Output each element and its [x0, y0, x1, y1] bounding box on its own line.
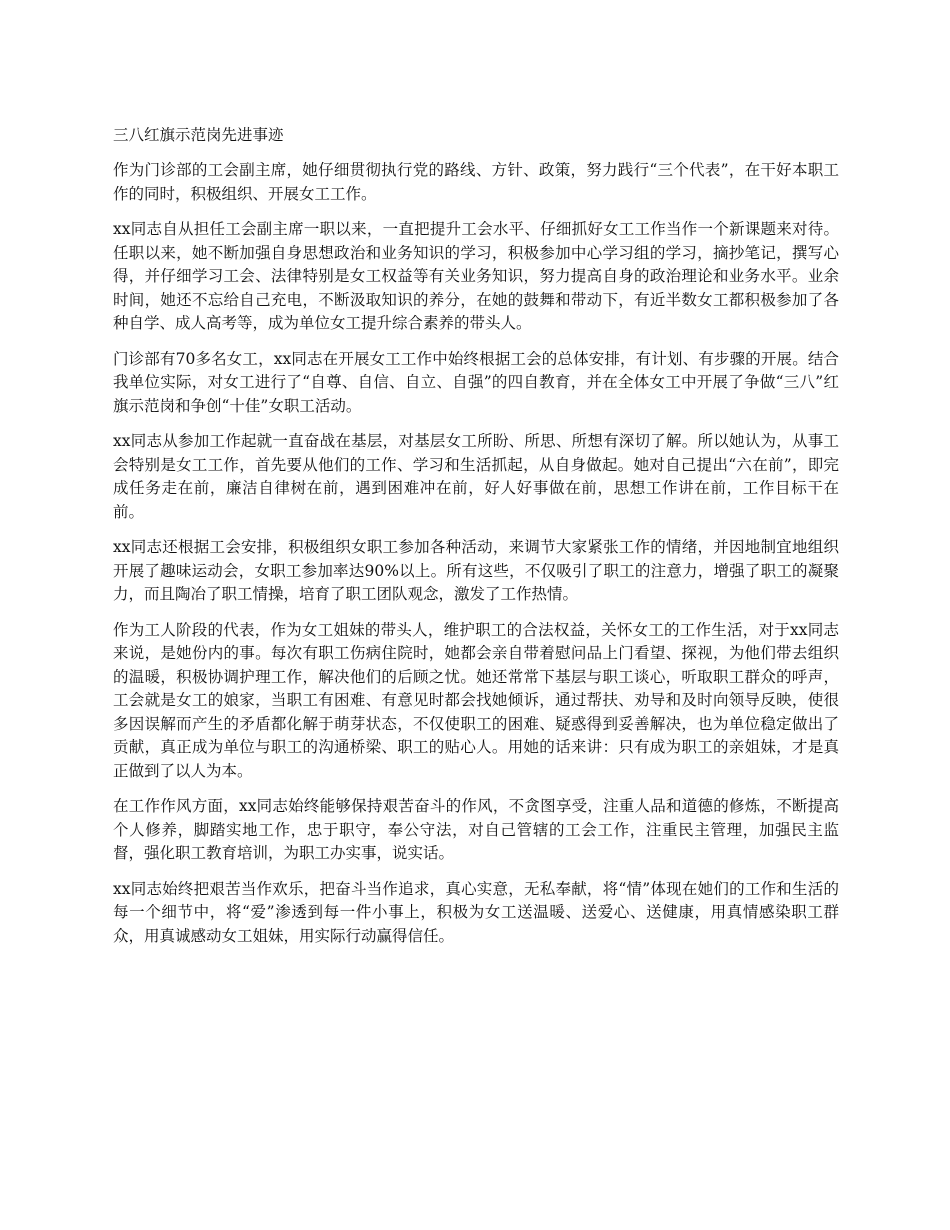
paragraph-5: xx同志还根据工会安排，积极组织女职工参加各种活动，来调节大家紧张工作的情绪，并因地制宜地组织开展了趣味运动会，女职工参加率达90%以上。所有这些，不仅吸引了职工的注意力，增强了职工的凝聚力，而且陶冶了职工情操，培育了职工团队观念，激发了工作热情。: [113, 538, 839, 603]
paragraph-4: xx同志从参加工作起就一直奋战在基层，对基层女工所盼、所思、所想有深切了解。所以她认为，从事工会特别是女工工作，首先要从他们的工作、学习和生活抓起，从自身做起。她对自己提出“六在前”，即完成任务走在前，廉洁自律树在前，遇到困难冲在前，好人好事做在前，思想工作讲在前，工作目标干在前。: [113, 432, 839, 521]
paragraph-3: 门诊部有70多名女工，xx同志在开展女工工作中始终根据工会的总体安排，有计划、有步骤的开展。结合我单位实际，对女工进行了“自尊、自信、自立、自强”的四自教育，并在全体女工中开展了争做“三八”红旗示范岗和争创“十佳”女职工活动。: [113, 349, 839, 415]
document-title: 三八红旗示范岗先进事迹: [113, 126, 284, 144]
paragraph-6: 作为工人阶段的代表，作为女工姐妹的带头人，维护职工的合法权益，关怀女工的工作生活，对于xx同志来说，是她份内的事。每次有职工伤病住院时，她都会亲自带着慰问品上门看望、探视，为他们带去组织的温暖，积极协调护理工作，解决他们的后顾之忧。她还常常下基层与职工谈心，听取职工群众的呼声，工会就是女工的娘家，当职工有困难、有意见时都会找她倾诉，通过帮扶、劝导和及时向领导反映，使很多因误解而产生的矛盾都化解于萌芽状态，不仅使职工的困难、疑惑得到妥善解决，也为单位稳定做出了贡献，真正成为单位与职工的沟通桥梁、职工的贴心人。用她的话来讲：只有成为职工的亲姐妹，才是真正做到了以人为本。: [113, 620, 839, 780]
paragraph-8: xx同志始终把艰苦当作欢乐，把奋斗当作追求，真心实意，无私奉献，将“情”体现在她们的工作和生活的每一个细节中，将“爱”渗透到每一件小事上，积极为女工送温暖、送爱心、送健康，用真情感染职工群众，用真诚感动女工姐妹，用实际行动赢得信任。: [113, 879, 839, 945]
paragraph-2: xx同志自从担任工会副主席一职以来，一直把提升工会水平、仔细抓好女工工作当作一个新课题来对待。任职以来，她不断加强自身思想政治和业务知识的学习，积极参加中心学习组的学习，摘抄笔记，撰写心得，并仔细学习工会、法律特别是女工权益等有关业务知识，努力提高自身的政治理论和业务水平。业余时间，她还不忘给自己充电，不断汲取知识的养分，在她的鼓舞和带动下，有近半数女工都积极参加了各种自学、成人高考等，成为单位女工提升综合素养的带头人。: [113, 220, 839, 332]
paragraph-1: 作为门诊部的工会副主席，她仔细贯彻执行党的路线、方针、政策，努力践行“三个代表”，在干好本职工作的同时，积极组织、开展女工工作。: [113, 161, 839, 203]
document-page: [113, 123, 839, 960]
paragraph-7: 在工作作风方面，xx同志始终能够保持艰苦奋斗的作风，不贪图享受，注重人品和道德的修炼，不断提高个人修养，脚踏实地工作，忠于职守，奉公守法，对自己管辖的工会工作，注重民主管理，加强民主监督，强化职工教育培训，为职工办实事，说实话。: [113, 797, 839, 862]
